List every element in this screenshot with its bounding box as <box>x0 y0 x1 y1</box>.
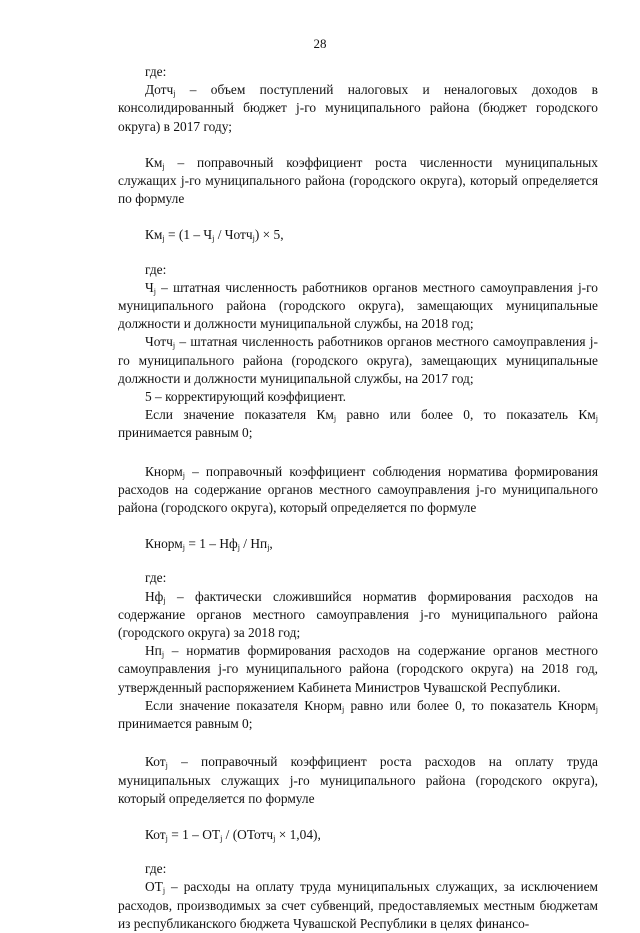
formula: $Кот_j = 1 - ОТ_j$ / (ОТотч$_j$ × 1,04), <box>145 826 321 843</box>
paragraph: $Нф_j$ – фактически сложившийся норматив формирования расходов на содержание органов местного самоуправления j-го муниципального района (городского округа) за 2018 год; <box>118 588 598 641</box>
paragraph: где: <box>145 861 167 877</box>
document-body <box>118 63 598 933</box>
paragraph: 5 – корректирующий коэффициент. <box>145 389 346 405</box>
paragraph: Кнорм$_j$ – поправочный коэффициент соблюдения норматива формирования расходов на содержание органов местного самоуправления j-го муниципального района (городского округа), который определяется по формуле <box>118 463 598 516</box>
page-number: 28 <box>313 36 327 51</box>
paragraph: где: <box>145 261 167 277</box>
paragraph: где: <box>145 570 167 586</box>
paragraph: $Ч_j$ – штатная численность работников органов местного самоуправления j-го муниципального района (городского округа), замещающих муниципальные должности и должности муниципальной службы, на 2018 год; <box>118 279 598 332</box>
paragraph: Кот$_j$ – поправочный коэффициент роста расходов на оплату труда муниципальных служащих j-го муниципального района (городского округа), который определяется по формуле <box>118 754 598 806</box>
formula: Кнорм$_j$ = $1 - Нф_j / Нп_j$, <box>145 536 273 553</box>
paragraph: Дотч$_j$ – объем поступлений налоговых и неналоговых доходов в консолидированный бюджет j-го муниципального района (бюджет городского округа) в 2017 году; <box>118 82 598 134</box>
formula: $Км_j = (1 - Ч_j$ / Чотч$_j$) × 5, <box>145 227 284 244</box>
paragraph: где: <box>145 64 167 79</box>
paragraph: Чотч$_j$ – штатная численность работников органов местного самоуправления j-го муниципального района (городского округа), замещающих муниципальные должности и должности муниципальной службы, на 2017 год; <box>118 334 598 386</box>
paragraph: Если значение показателя $Км_j$ равно или более 0, то показатель $Км_j$ принимается равным 0; <box>118 407 598 441</box>
paragraph: $Нп_j$ – норматив формирования расходов на содержание органов местного самоуправления j-го муниципального района (городского округа) на 2018 год, утвержденный распоряжением Кабинета Министров Чувашской Республики. <box>118 643 598 695</box>
paragraph: $Км_j$ – поправочный коэффициент роста численности муниципальных служащих j-го муниципального района (городского округа), который определяется по формуле <box>118 154 598 207</box>
paragraph: Если значение показателя Кнорм$_j$ равно или более 0, то показатель Кнорм$_j$ принимается равным 0; <box>118 697 598 732</box>
paragraph: $ОТ_j$ – расходы на оплату труда муниципальных служащих, за исключением расходов, производимых за счет субвенций, предоставляемых местным бюджетам из республиканского бюджета Чувашской Республики в целях финансо- <box>118 879 598 931</box>
